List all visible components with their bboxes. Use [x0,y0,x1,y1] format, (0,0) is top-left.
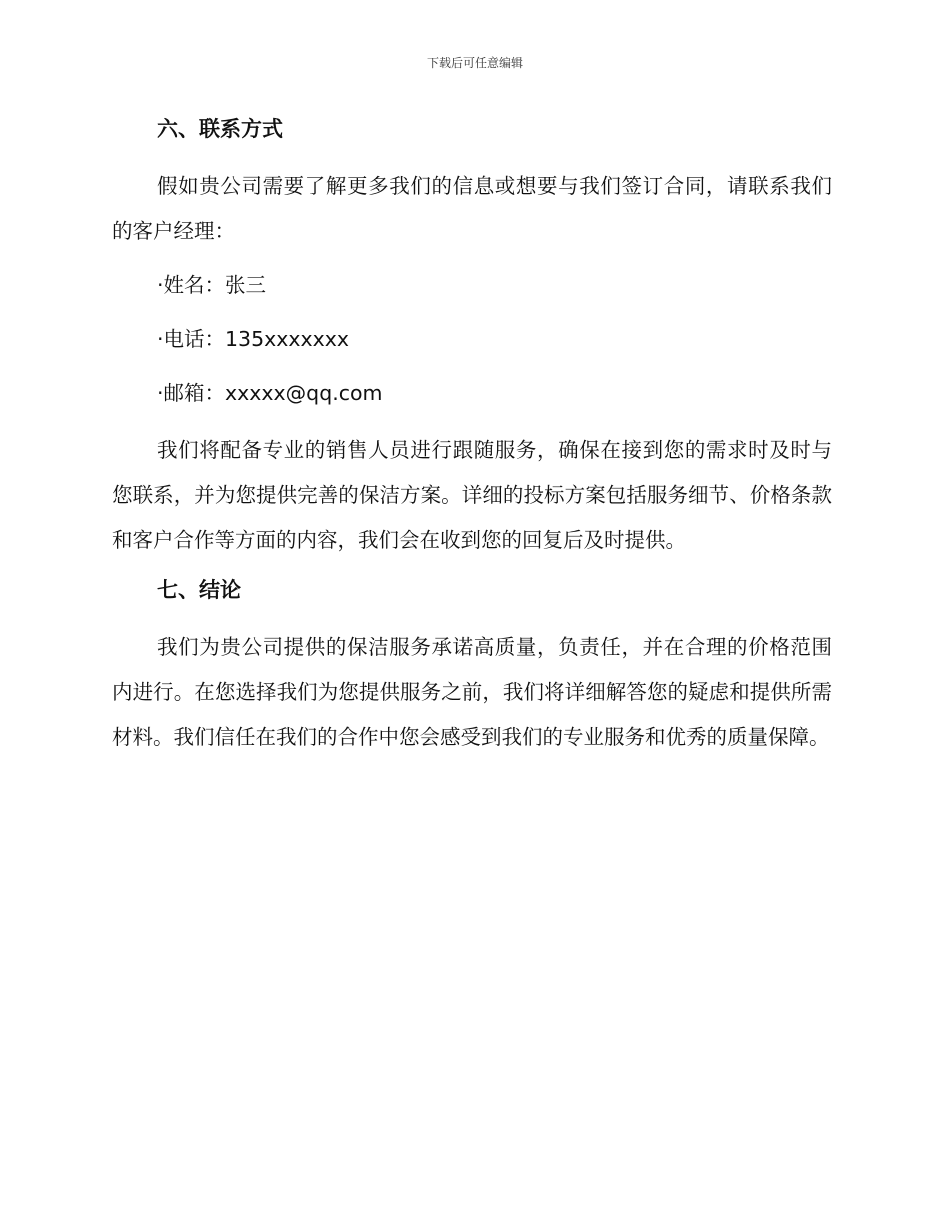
conclusion-paragraph: 我们为贵公司提供的保洁服务承诺高质量，负责任，并在合理的价格范围内进行。在您选择我们为您提供服务之前，我们将详细解答您的疑虑和提供所需材料。我们信任在我们的合作中您会感受到我们的专业服务和优秀的质量保障。 [112,635,832,749]
contact-closing-paragraph: 我们将配备专业的销售人员进行跟随服务，确保在接到您的需求时及时与您联系，并为您提供完善的保洁方案。详细的投标方案包括服务细节、价格条款和客户合作等方面的内容，我们会在收到您的回复后及时提供。 [112,438,832,552]
contact-name-item: ·姓名：张三 [157,273,267,297]
contact-email-item: ·邮箱：xxxxx@qq.com [157,381,383,405]
contact-intro-paragraph: 假如贵公司需要了解更多我们的信息或想要与我们签订合同，请联系我们的客户经理： [112,174,832,243]
page-header-note: 下载后可任意编辑 [426,56,523,70]
section-heading-conclusion: 七、结论 [157,578,241,602]
section-heading-contact: 六、联系方式 [157,117,283,141]
document-body [112,110,832,760]
contact-phone-item: ·电话：135xxxxxxx [157,327,350,351]
